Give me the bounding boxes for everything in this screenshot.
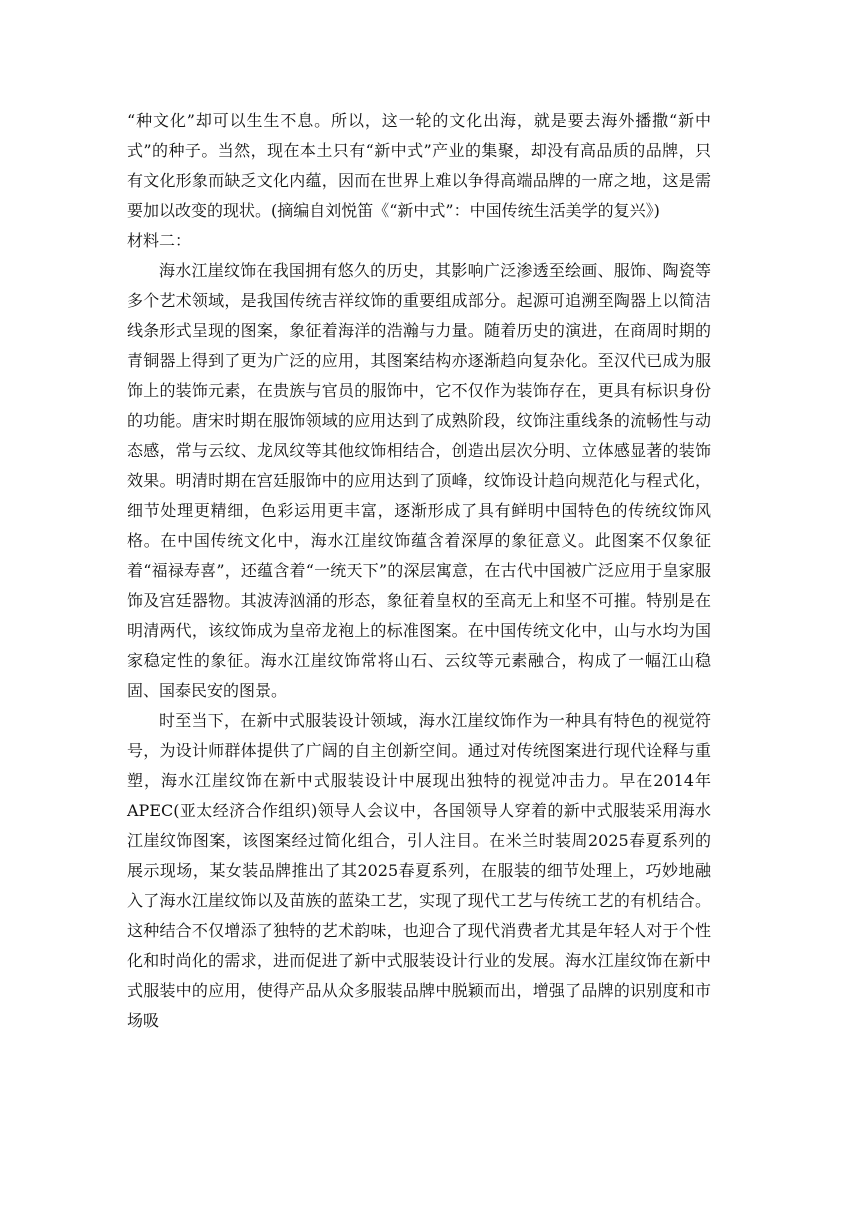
document-body xyxy=(127,106,711,1036)
section-heading-material-2: 材料二： xyxy=(127,231,192,250)
paragraph-pattern-history: 海水江崖纹饰在我国拥有悠久的历史，其影响广泛渗透至绘画、服饰、陶瓷等多个艺术领域，是我国传统吉祥纹饰的重要组成部分。起源可追溯至陶器上以简洁线条形式呈现的图案，象征着海洋的浩瀚与力量。随着历史的演进，在商周时期的青铜器上得到了更为广泛的应用，其图案结构亦逐渐趋向复杂化。至汉代已成为服饰上的装饰元素，在贵族与官员的服饰中，它不仅作为装饰存在，更具有标识身份的功能。唐宋时期在服饰领域的应用达到了成熟阶段，纹饰注重线条的流畅性与动态感，常与云纹、龙凤纹等其他纹饰相结合，创造出层次分明、立体感显著的装饰效果。明清时期在宫廷服饰中的应用达到了顶峰，纹饰设计趋向规范化与程式化，细节处理更精细，色彩运用更丰富，逐渐形成了具有鲜明中国特色的传统纹饰风格。在中国传统文化中，海水江崖纹饰蕴含着深厚的象征意义。此图案不仅象征着“福禄寿喜”，还蕴含着“一统天下”的深层寓意，在古代中国被广泛应用于皇家服饰及宫廷器物。其波涛汹涌的形态，象征着皇权的至高无上和坚不可摧。特别是在明清两代，该纹饰成为皇帝龙袍上的标准图案。在中国传统文化中，山与水均为国家稳定性的象征。海水江崖纹饰常将山石、云纹等元素融合，构成了一幅江山稳固、国泰民安的图景。 xyxy=(127,261,711,700)
paragraph-continued-material-1: “种文化”却可以生生不息。所以，这一轮的文化出海，就是要去海外播撒“新中式”的种子。当然，现在本土只有“新中式”产业的集聚，却没有高品质的品牌，只有文化形象而缺乏文化内蕴，因而在世界上难以争得高端品牌的一席之地，这是需要加以改变的现状。(摘编自刘悦笛《“新中式”：中国传统生活美学的复兴》) xyxy=(127,111,711,220)
paragraph-modern-design: 时至当下，在新中式服装设计领域，海水江崖纹饰作为一种具有特色的视觉符号，为设计师群体提供了广阔的自主创新空间。通过对传统图案进行现代诠释与重塑，海水江崖纹饰在新中式服装设计中展现出独特的视觉冲击力。早在2014年APEC(亚太经济合作组织)领导人会议中，各国领导人穿着的新中式服装采用海水江崖纹饰图案，该图案经过简化组合，引人注目。在米兰时装周2025春夏系列的展示现场，某女装品牌推出了其2025春夏系列，在服装的细节处理上，巧妙地融入了海水江崖纹饰以及苗族的蓝染工艺，实现了现代工艺与传统工艺的有机结合。这种结合不仅增添了独特的艺术韵味，也迎合了现代消费者尤其是年轻人对于个性化和时尚化的需求，进而促进了新中式服装设计行业的发展。海水江崖纹饰在新中式服装中的应用，使得产品从众多服装品牌中脱颖而出，增强了品牌的识别度和市场吸 xyxy=(127,711,711,1030)
